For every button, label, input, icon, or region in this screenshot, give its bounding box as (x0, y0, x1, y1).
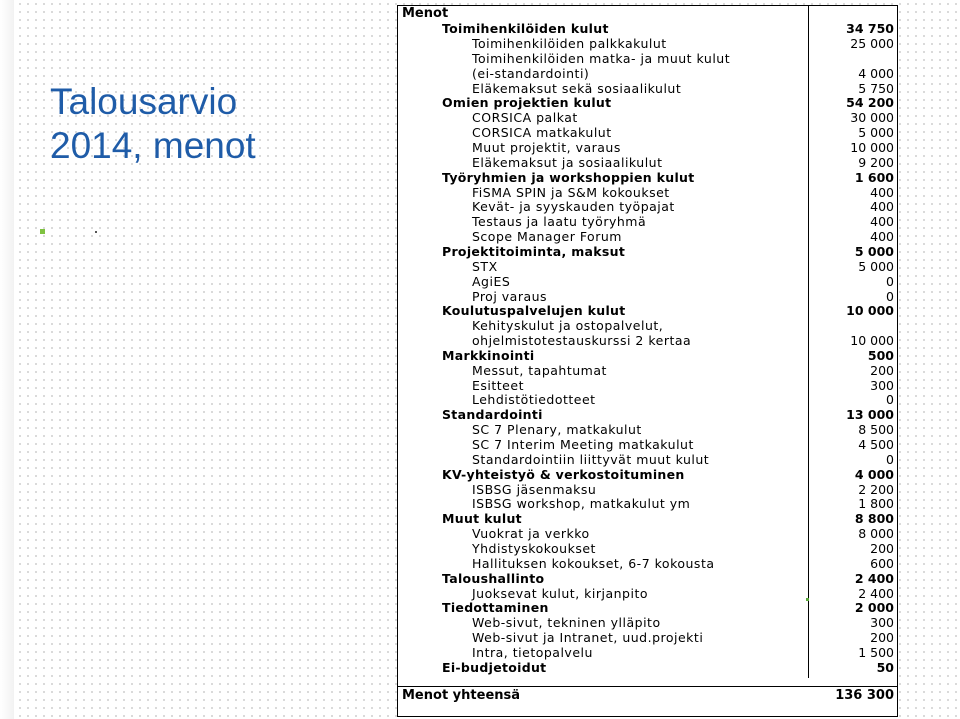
item-value: 0 (886, 451, 894, 467)
item-label: Messut, tapahtumat (472, 362, 607, 378)
item-value: 4 000 (858, 65, 894, 81)
item-value: 0 (886, 273, 894, 289)
item-label: Juoksevat kulut, kirjanpito (472, 585, 649, 601)
item-label: Esitteet (472, 377, 524, 393)
item-value: 0 (886, 392, 894, 408)
item-label: Kevät- ja syyskauden työpajat (472, 199, 675, 215)
category-value: 8 800 (854, 511, 894, 527)
item-label: Intra, tietopalvelu (472, 644, 593, 660)
category-value: 50 (876, 659, 894, 675)
item-row (398, 230, 897, 245)
bullet-dot (95, 231, 97, 233)
item-row (398, 631, 897, 646)
item-value: 8 000 (858, 526, 894, 542)
category-label: Standardointi (442, 407, 543, 423)
item-value: 400 (870, 214, 894, 230)
category-row (398, 171, 897, 186)
item-label: Proj varaus (472, 288, 548, 304)
item-row (398, 557, 897, 572)
category-value: 10 000 (846, 303, 894, 319)
item-row (398, 290, 897, 305)
total-label: Menot yhteensä (402, 688, 521, 703)
item-value: 200 (870, 630, 894, 646)
category-row (398, 661, 897, 676)
item-row (398, 379, 897, 394)
item-value: 9 200 (858, 154, 894, 170)
item-row (398, 393, 897, 408)
category-row (398, 601, 897, 616)
item-row (398, 67, 897, 82)
item-value: 5 000 (858, 125, 894, 141)
item-label: Testaus ja laatu työryhmä (472, 214, 647, 230)
item-row (398, 215, 897, 230)
item-label: CORSICA matkakulut (472, 125, 612, 141)
category-value: 2 000 (854, 600, 894, 616)
item-value: 5 750 (858, 80, 894, 96)
green-tick-mark (806, 598, 809, 601)
category-value: 54 200 (846, 95, 894, 111)
category-row (398, 304, 897, 319)
item-value: 4 500 (858, 437, 894, 452)
item-row (398, 646, 897, 661)
item-row (398, 542, 897, 557)
item-label: Eläkemaksut ja sosiaalikulut (472, 154, 663, 170)
item-value: 600 (870, 555, 894, 571)
item-value: 25 000 (850, 36, 894, 52)
category-value: 5 000 (854, 243, 894, 259)
item-label: Vuokrat ja verkko (472, 526, 590, 542)
item-row (398, 616, 897, 631)
total-separator (398, 686, 897, 687)
category-value: 4 000 (854, 466, 894, 482)
item-row (398, 587, 897, 602)
item-value: 8 500 (858, 422, 894, 438)
category-value: 2 400 (854, 570, 894, 586)
item-label: Web-sivut, tekninen ylläpito (472, 615, 661, 631)
item-label: Toimihenkilöiden matka- ja muut kulut (472, 50, 731, 66)
item-label: Lehdistötiedotteet (472, 392, 596, 408)
item-row (398, 200, 897, 215)
category-label: Taloushallinto (442, 570, 545, 586)
item-row (398, 186, 897, 201)
item-label: SC 7 Plenary, matkakulut (472, 422, 642, 438)
item-row (398, 111, 897, 126)
category-value: 34 750 (846, 21, 894, 37)
item-value: 10 000 (850, 333, 894, 349)
total-row (398, 689, 897, 704)
item-value: 200 (870, 362, 894, 378)
table-header-row (398, 7, 897, 22)
item-row (398, 453, 897, 468)
item-label: Yhdistyskokoukset (472, 540, 596, 556)
item-row (398, 319, 897, 334)
item-label: Toimihenkilöiden palkkakulut (472, 36, 667, 52)
category-value: 1 600 (854, 169, 894, 185)
item-row (398, 141, 897, 156)
category-label: KV-yhteistyö & verkostoituminen (442, 466, 685, 482)
item-value: 5 000 (858, 258, 894, 274)
category-value: 13 000 (846, 407, 894, 423)
item-row (398, 483, 897, 498)
item-label: FiSMA SPIN ja S&M kokoukset (472, 184, 670, 200)
category-row (398, 468, 897, 483)
total-value: 136 300 (835, 688, 894, 703)
category-label: Omien projektien kulut (442, 95, 612, 111)
item-label: ohjelmistotestauskurssi 2 kertaa (472, 333, 692, 349)
category-row (398, 349, 897, 364)
item-row (398, 497, 897, 512)
item-value: 0 (886, 288, 894, 304)
bullet-marker (40, 229, 45, 234)
category-row (398, 572, 897, 587)
item-label: SC 7 Interim Meeting matkakulut (472, 437, 694, 452)
item-label: Web-sivut ja Intranet, uud.projekti (472, 630, 704, 646)
category-label: Tiedottaminen (442, 600, 549, 616)
item-row (398, 438, 897, 453)
item-value: 1 800 (858, 496, 894, 512)
item-value: 2 400 (858, 585, 894, 601)
item-value: 200 (870, 540, 894, 556)
item-value: 10 000 (850, 140, 894, 155)
item-row (398, 275, 897, 290)
category-label: Muut kulut (442, 511, 522, 527)
item-row (398, 334, 897, 349)
category-label: Toimihenkilöiden kulut (442, 21, 609, 37)
category-label: Työryhmien ja workshoppien kulut (442, 169, 695, 185)
item-row (398, 156, 897, 171)
item-label: CORSICA palkat (472, 110, 578, 126)
category-row (398, 96, 897, 111)
item-value: 30 000 (850, 110, 894, 126)
item-row (398, 82, 897, 97)
item-value: 400 (870, 184, 894, 200)
item-row (398, 52, 897, 67)
item-label: Hallituksen kokoukset, 6-7 kokousta (472, 555, 715, 571)
item-label: Kehityskulut ja ostopalvelut, (472, 318, 664, 334)
budget-table (397, 5, 898, 717)
item-label: ISBSG workshop, matkakulut ym (472, 496, 691, 512)
item-value: 300 (870, 615, 894, 631)
item-row (398, 37, 897, 52)
category-row (398, 245, 897, 260)
category-label: Markkinointi (442, 347, 535, 363)
item-value: 2 200 (858, 481, 894, 497)
item-label: ISBSG jäsenmaksu (472, 481, 597, 497)
item-label: AgiES (472, 273, 511, 289)
item-label: Scope Manager Forum (472, 229, 622, 245)
category-label: Ei-budjetoidut (442, 659, 547, 675)
category-row (398, 512, 897, 527)
item-label: (ei-standardointi) (472, 65, 590, 81)
slide-title (50, 80, 350, 168)
category-label: Projektitoiminta, maksut (442, 243, 626, 259)
item-row (398, 260, 897, 275)
slide-title-line-1: Talousarvio (50, 81, 238, 122)
category-label: Koulutuspalvelujen kulut (442, 303, 626, 319)
table-header-label: Menot (402, 6, 449, 21)
item-row (398, 527, 897, 542)
item-row (398, 364, 897, 379)
item-row (398, 423, 897, 438)
item-value: 400 (870, 229, 894, 245)
category-row (398, 22, 897, 37)
item-label: Eläkemaksut sekä sosiaalikulut (472, 80, 682, 96)
item-value: 400 (870, 199, 894, 215)
category-value: 500 (867, 347, 894, 363)
left-edge-bar (0, 0, 14, 719)
item-label: STX (472, 258, 498, 274)
item-value: 300 (870, 377, 894, 393)
category-row (398, 408, 897, 423)
slide-title-line-2: 2014, menot (50, 125, 256, 166)
item-label: Standardointiin liittyvät muut kulut (472, 451, 710, 467)
item-row (398, 126, 897, 141)
item-label: Muut projektit, varaus (472, 140, 621, 155)
item-value: 1 500 (858, 644, 894, 660)
